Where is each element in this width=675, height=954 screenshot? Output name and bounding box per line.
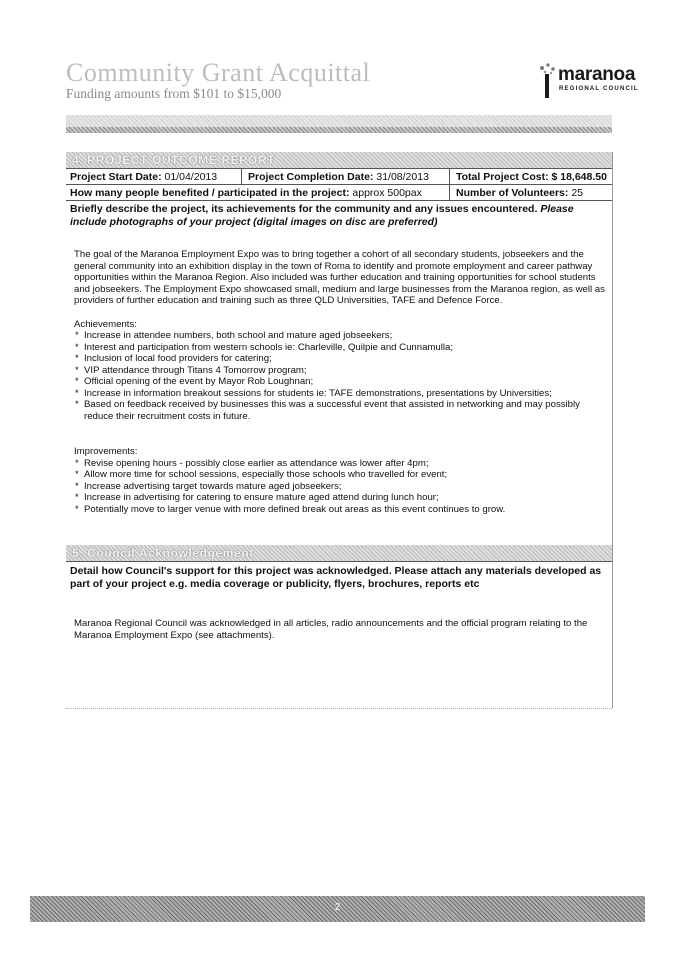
logo-wordmark: maranoa	[558, 64, 636, 85]
project-description-block	[66, 200, 612, 545]
acknowledgement-block	[66, 561, 612, 709]
achievements-heading: Achievements:	[74, 318, 137, 330]
page-number: 2	[334, 902, 341, 913]
total-cost-value: $ 18,648.50	[551, 171, 607, 183]
project-description-prompt: Briefly describe the project, its achievements for the community and any issues encountered. Please include photographs of your project (digital images on disc are preferred)	[70, 203, 574, 228]
header-band-dark	[66, 127, 612, 133]
people-volunteers-row	[66, 184, 612, 201]
list-item: * Revise opening hours - possibly close earlier as attendance was lower after 4pm;	[74, 458, 606, 470]
dates-cost-row	[66, 168, 612, 185]
logo-subtitle: REGIONAL COUNCIL	[559, 86, 639, 92]
document-title: Community Grant Acquittal	[66, 58, 371, 87]
start-date-field: Project Start Date: 01/04/2013	[70, 171, 218, 183]
people-benefited-value: approx 500pax	[352, 187, 422, 199]
list-item: * Potentially move to larger venue with more defined break out areas as this event continues to grow.	[74, 504, 606, 516]
section-5-header	[66, 545, 612, 561]
header-band	[66, 115, 612, 127]
list-item: * Increase advertising target towards mature aged jobseekers;	[74, 481, 606, 493]
completion-date-field: Project Completion Date: 31/08/2013	[248, 171, 429, 183]
volunteers-value: 25	[571, 187, 584, 199]
people-benefited-field: How many people benefited / participated in the project: approx 500pax	[70, 187, 422, 199]
list-item: * Increase in attendee numbers, both school and mature aged jobseekers;	[74, 330, 606, 342]
list-item: * Increase in information breakout sessions for students ie: TAFE demonstrations, presentations by Universities;	[74, 388, 606, 400]
intro-paragraph: The goal of the Maranoa Employment Expo was to bring together a cohort of all secondary students, jobseekers and the general community into an exhibition display in the town of Roma to identify and promote employment and career pathway opportunities within the Maranoa Region. Also included was further education and training opportunities for school students and jobseekers. The Employment Expo showcased small, medium and large businesses from the Maranoa region, as well as providers of further education and training such as three QLD Universities, TAFE and Defence Force.	[74, 249, 605, 306]
page-footer	[30, 896, 645, 922]
tree-icon	[536, 62, 558, 98]
list-item: * Based on feedback received by businesses this was a successful event that assisted in networking and may possibly reduce their recruitment costs in future.	[74, 399, 606, 422]
improvements-heading: Improvements:	[74, 446, 138, 457]
grant-form	[66, 152, 613, 708]
achievements-list	[74, 330, 606, 422]
list-item: * Increase in advertising for catering to ensure mature aged attend during lunch hour;	[74, 492, 606, 504]
volunteers-field: Number of Volunteers: 25	[456, 187, 584, 199]
list-item: * Allow more time for school sessions, especially those schools who travelled for event;	[74, 469, 606, 481]
section-4-header	[66, 152, 612, 168]
council-logo	[536, 62, 639, 98]
list-item: * Interest and participation from western schools ie: Charleville, Quilpie and Cunnamulla;	[74, 342, 606, 354]
completion-date-value: 31/08/2013	[376, 171, 429, 183]
list-item: * Inclusion of local food providers for catering;	[74, 353, 606, 365]
acknowledgement-prompt: Detail how Council's support for this project was acknowledged. Please attach any materials developed as part of your project e.g. media coverage or publicity, flyers, brochures, reports etc	[70, 565, 602, 590]
list-item: * VIP attendance through Titans 4 Tomorrow program;	[74, 365, 606, 377]
start-date-value: 01/04/2013	[164, 171, 218, 183]
form-bottom-rule	[66, 708, 612, 709]
section-5-title: 5. Council Acknowledgement	[72, 546, 254, 560]
total-cost-field: Total Project Cost: $ 18,648.50	[456, 171, 607, 183]
improvements-list	[74, 458, 606, 516]
acknowledgement-text: Maranoa Regional Council was acknowledged in all articles, radio announcements and the official program relating to the Maranoa Employment Expo (see attachments).	[74, 618, 588, 641]
section-4-title: 4. PROJECT OUTCOME REPORT	[72, 153, 276, 167]
document-subtitle: Funding amounts from $101 to $15,000	[66, 86, 282, 101]
project-description-text	[74, 249, 606, 515]
list-item: * Official opening of the event by Mayor Rob Loughnan;	[74, 376, 606, 388]
